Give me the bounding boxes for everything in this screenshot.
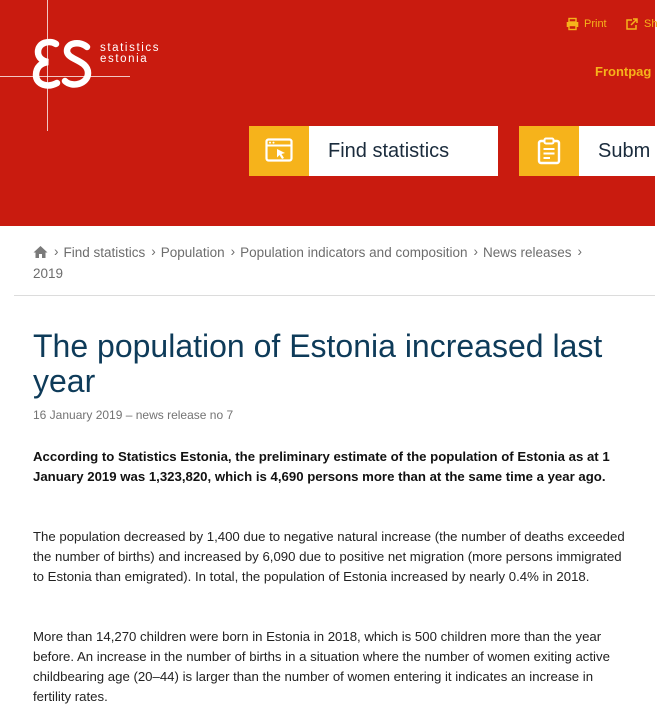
chevron-right-icon: ›: [230, 244, 236, 259]
submit-icon-box: [519, 126, 579, 176]
frontpage-link[interactable]: Frontpag: [595, 64, 652, 79]
chevron-right-icon: ›: [577, 244, 583, 259]
find-statistics-label: Find statistics: [309, 126, 498, 176]
browser-window-cursor-icon: [265, 138, 293, 164]
find-statistics-button[interactable]: [249, 126, 498, 176]
logo-text-line2: estonia: [100, 53, 149, 65]
breadcrumb-population-indicators[interactable]: Population indicators and composition: [240, 245, 468, 260]
breadcrumb-find-statistics[interactable]: Find statistics: [63, 245, 146, 260]
breadcrumb-population[interactable]: Population: [160, 245, 225, 260]
body-paragraph-2: More than 14,270 children were born in Estonia in 2018, which is 500 children more than the year before. An increase in the number of births in a situation where the number of women exiting active childbearing age (20–44) is larger than the number of women entering it indicates an increase in fertility rates.: [33, 629, 610, 704]
breadcrumb-news-releases[interactable]: News releases: [482, 245, 572, 260]
chevron-right-icon: ›: [54, 244, 59, 259]
submit-label: Subm: [579, 126, 655, 176]
print-link[interactable]: [566, 18, 607, 30]
breadcrumb: [33, 241, 633, 284]
printer-icon: [566, 18, 579, 30]
logo-wordmark: [100, 43, 160, 65]
logo-text-line1: statistics: [100, 42, 161, 54]
share-icon: [626, 18, 639, 30]
divider: [14, 295, 655, 296]
clipboard-icon: [537, 137, 561, 165]
share-label: Sh: [644, 18, 657, 30]
share-link[interactable]: [626, 18, 657, 30]
breadcrumb-2019[interactable]: 2019: [33, 266, 64, 281]
submit-button[interactable]: [519, 126, 655, 176]
release-meta: 16 January 2019 – news release no 7: [33, 408, 234, 422]
statistics-estonia-logo[interactable]: [34, 38, 94, 90]
chevron-right-icon: ›: [151, 244, 156, 259]
print-label: Print: [584, 18, 607, 30]
lead-paragraph: According to Statistics Estonia, the preliminary estimate of the population of Estonia as at 1 January 2019 was 1,323,820, which is 4,690 persons more than at the same time a year ago.: [33, 449, 610, 484]
site-header: [0, 0, 655, 226]
page-title: The population of Estonia increased last year: [33, 328, 603, 399]
body-paragraph-1: The population decreased by 1,400 due to negative natural increase (the number of deaths exceeded the number of births) and increased by 6,090 due to positive net migration (more persons immigrated to Estonia than emigrated). In total, the population of Estonia increased by nearly 0.4% in 2018.: [33, 529, 625, 584]
find-statistics-icon-box: [249, 126, 309, 176]
chevron-right-icon: ›: [473, 244, 478, 259]
home-icon[interactable]: [33, 245, 48, 259]
